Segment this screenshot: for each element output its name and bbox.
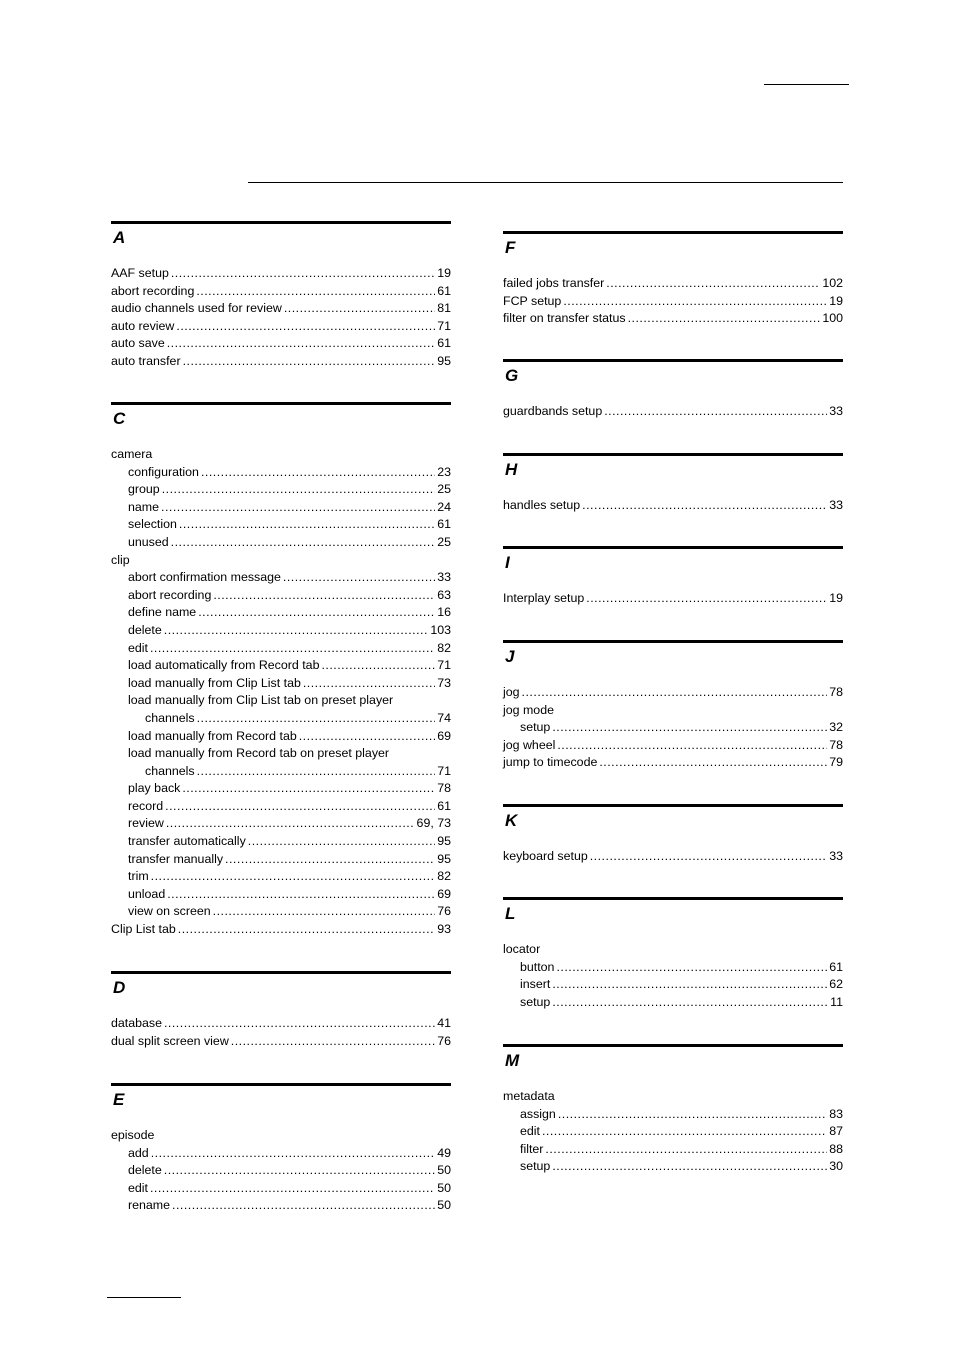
index-entry[interactable] [111,499,451,517]
index-section-a [111,221,451,371]
index-entry[interactable] [111,265,451,283]
index-entry-list [503,275,843,328]
index-entry-list [503,1088,843,1176]
page-number: 87 [829,1124,843,1139]
index-term: rename [128,1198,171,1213]
page-number: 24 [437,499,451,514]
index-term: setup [520,720,551,735]
dot-leader [606,275,820,293]
index-entry[interactable] [503,1088,843,1106]
index-entry[interactable] [111,675,451,693]
dot-leader [225,851,435,869]
page-number: 95 [437,851,451,866]
index-section-m [503,1044,843,1176]
index-entry-list [111,1127,451,1215]
index-term: failed jobs transfer [503,276,605,290]
index-term: edit [128,640,148,655]
dot-leader [586,590,827,608]
index-term: selection [128,517,177,532]
index-entry[interactable] [503,275,843,293]
index-entry[interactable] [111,552,451,570]
index-entry[interactable] [111,657,451,675]
page-number: 81 [437,301,451,316]
dot-leader [231,1033,435,1051]
dot-leader [165,798,435,816]
page-number: 50 [437,1163,451,1178]
index-entry[interactable] [111,353,451,371]
dot-leader [164,622,429,640]
index-term: clip [111,552,130,567]
page-number: 69 [437,728,451,743]
dot-leader [542,1123,827,1141]
index-term: locator [503,942,541,956]
page-number: 82 [437,640,451,655]
dot-leader [558,1106,827,1124]
index-entry[interactable] [111,728,451,746]
index-entry[interactable] [503,994,843,1012]
index-section-c [111,402,451,939]
index-entry[interactable] [111,833,451,851]
dot-leader [283,569,435,587]
page-number: 71 [437,318,451,333]
dot-leader [166,815,415,833]
dot-leader [556,959,827,977]
index-term: channels [145,710,195,725]
page-number: 33 [829,498,843,512]
dot-leader [183,353,436,371]
page-number: 23 [437,464,451,479]
index-term: auto save [111,336,165,351]
index-term: Clip List tab [111,922,176,937]
dot-leader [303,675,435,693]
index-term: name [128,499,159,514]
index-entry[interactable] [111,534,451,552]
dot-leader [213,587,435,605]
section-divider [503,640,843,643]
index-term: auto review [111,318,175,333]
dot-leader [196,283,435,301]
section-divider [503,546,843,549]
index-term: load manually from Record tab on preset player [128,746,390,761]
section-divider [111,1083,451,1086]
index-term: play back [128,781,181,796]
section-letter: J [505,647,515,666]
section-divider [111,971,451,974]
dot-leader [167,886,435,904]
index-entry[interactable] [111,763,451,781]
index-entry[interactable] [111,446,451,464]
index-term: group [128,482,160,497]
index-term: filter [520,1141,544,1156]
index-entry[interactable] [111,516,451,534]
section-letter: D [113,978,126,997]
index-term: jog mode [503,702,554,717]
index-entry[interactable] [503,293,843,311]
dot-leader [213,903,436,921]
index-term: filter on transfer status [503,311,626,326]
index-entry[interactable] [503,1158,843,1176]
index-term: define name [128,605,197,620]
page-number: 50 [437,1198,451,1213]
index-entry[interactable] [111,745,451,763]
index-term: Interplay setup [503,591,585,605]
section-divider [503,897,843,900]
page-number: 32 [829,720,843,735]
page-number: 73 [437,675,451,690]
page-number: 76 [437,1033,451,1048]
index-entry[interactable] [111,780,451,798]
index-term: camera [111,447,153,461]
section-divider [503,231,843,234]
index-entry[interactable] [111,300,451,318]
section-divider [503,1044,843,1047]
index-entry[interactable] [111,587,451,605]
page-number: 63 [437,587,451,602]
index-term: load automatically from Record tab [128,658,320,673]
index-entry[interactable] [111,335,451,353]
page-number: 71 [437,763,451,778]
index-term: unused [128,534,169,549]
dot-leader [545,1141,827,1159]
page-number: 83 [829,1106,843,1121]
dot-leader [522,684,828,702]
index-term: setup [520,994,551,1009]
index-term: load manually from Record tab [128,728,297,743]
dot-leader [552,976,827,994]
index-term: setup [520,1159,551,1174]
dot-leader [563,293,827,311]
index-section-g [503,359,843,421]
dot-leader [172,1197,435,1215]
index-entry[interactable] [503,719,843,737]
page-number: 61 [829,959,843,974]
dot-leader [179,516,435,534]
index-term: edit [520,1124,540,1139]
dot-leader [197,710,436,728]
dot-leader [178,921,435,939]
section-letter: M [505,1051,520,1070]
page-number: 100 [822,311,843,326]
page-number: 16 [437,605,451,620]
index-term: transfer automatically [128,834,246,849]
index-term: review [128,816,164,831]
index-term: episode [111,1128,155,1142]
page-number: 25 [437,534,451,549]
index-term: jog [503,685,520,699]
dot-leader [150,1180,435,1198]
index-entry[interactable] [503,848,843,866]
index-term: abort recording [128,587,212,602]
index-term: guardbands setup [503,404,603,418]
dot-leader [590,848,827,866]
dot-leader [151,868,436,886]
index-section-i [503,546,843,608]
page-number: 78 [829,737,843,752]
index-term: edit [128,1180,148,1195]
section-letter: A [113,228,126,247]
page-number: 25 [437,482,451,497]
section-divider [111,221,451,224]
page-number: 79 [829,755,843,770]
index-term: channels [145,763,195,778]
index-section-d [111,971,451,1050]
page-number: 11 [830,994,843,1009]
dot-leader [321,657,435,675]
page-number: 78 [437,781,451,796]
index-term: trim [128,869,149,884]
index-term: abort recording [111,283,195,298]
index-section-j [503,640,843,772]
index-entry[interactable] [111,815,451,833]
index-term: button [520,959,555,974]
index-term: delete [128,1163,162,1178]
page-number: 19 [829,591,843,605]
index-entry[interactable] [111,622,451,640]
dot-leader [557,737,827,755]
index-term: auto transfer [111,353,181,368]
index-entry[interactable] [503,1123,843,1141]
index-term: FCP setup [503,293,562,308]
index-term: load manually from Clip List tab on preset player [128,693,394,708]
index-term: view on screen [128,904,211,919]
page-number: 62 [829,977,843,992]
index-entry[interactable] [111,851,451,869]
page-number: 41 [437,1016,451,1030]
dot-leader [151,1145,436,1163]
index-entry[interactable] [111,692,451,710]
index-entry[interactable] [111,798,451,816]
page-number: 49 [437,1145,451,1160]
page-number: 61 [437,283,451,298]
dot-leader [176,318,435,336]
index-term: AAF setup [111,266,169,280]
page-number: 50 [437,1180,451,1195]
index-section-e [111,1083,451,1215]
page-number: 88 [829,1141,843,1156]
page-number: 69, 73 [416,816,451,831]
index-entry[interactable] [111,886,451,904]
index-entry-list [503,403,843,421]
index-term: handles setup [503,498,581,512]
section-letter: E [113,1090,125,1109]
section-letter: G [505,366,519,385]
index-entry[interactable] [111,868,451,886]
page-number: 19 [829,293,843,308]
dot-leader [161,499,435,517]
index-entry-list [503,497,843,515]
index-entry[interactable] [111,604,451,622]
page-number: 93 [437,922,451,937]
section-divider [503,804,843,807]
page-number: 76 [437,904,451,919]
index-entry[interactable] [111,921,451,939]
index-entry[interactable] [111,1033,451,1051]
dot-leader [604,403,827,421]
section-letter: H [505,460,518,479]
section-letter: L [505,904,516,923]
index-entry[interactable] [503,1141,843,1159]
index-entry[interactable] [111,569,451,587]
index-entry-list [111,446,451,939]
index-section-k [503,804,843,866]
page-number: 82 [437,869,451,884]
dot-leader [162,481,436,499]
page-number: 102 [822,276,843,290]
page-number: 61 [437,336,451,351]
index-term: add [128,1145,149,1160]
index-term: delete [128,622,162,637]
page-number: 71 [437,658,451,673]
dot-leader [182,780,435,798]
section-letter: C [113,409,126,428]
index-entry[interactable] [111,1180,451,1198]
index-term: unload [128,886,166,901]
index-entry[interactable] [503,959,843,977]
page-number: 33 [829,849,843,863]
index-entry[interactable] [503,702,843,720]
index-entry[interactable] [111,1145,451,1163]
index-entry-list [111,265,451,371]
index-entry[interactable] [111,481,451,499]
index-entry[interactable] [503,1106,843,1124]
section-divider [111,402,451,405]
dot-leader [150,640,435,658]
index-entry[interactable] [503,737,843,755]
section-letter: F [505,238,516,257]
dot-leader [628,310,821,328]
index-entry[interactable] [111,1127,451,1145]
index-entry[interactable] [111,318,451,336]
page-number: 30 [829,1159,843,1174]
page-number: 78 [829,685,843,699]
dot-leader [171,265,435,283]
dot-leader [582,497,827,515]
page-number: 61 [437,517,451,532]
index-entry-list [503,941,843,1011]
index-entry[interactable] [111,283,451,301]
dot-leader [552,994,828,1012]
index-entry[interactable] [111,903,451,921]
page-number: 69 [437,886,451,901]
section-divider [503,453,843,456]
index-entry[interactable] [111,464,451,482]
dot-leader [201,464,435,482]
index-entry[interactable] [111,710,451,728]
index-term: jump to timecode [503,755,598,770]
dot-leader [284,300,435,318]
index-entry-list [503,590,843,608]
index-entry[interactable] [503,310,843,328]
dot-leader [552,719,827,737]
dot-leader [167,335,435,353]
section-divider [503,359,843,362]
dot-leader [164,1162,435,1180]
index-section-h [503,453,843,515]
index-entry[interactable] [503,590,843,608]
page-number: 61 [437,798,451,813]
index-entry[interactable] [503,941,843,959]
index-term: load manually from Clip List tab [128,675,301,690]
index-term: database [111,1016,162,1030]
index-term: configuration [128,464,199,479]
index-column-right [503,0,843,1350]
index-entry[interactable] [111,1015,451,1033]
page-number: 19 [437,266,451,280]
index-entry-list [503,848,843,866]
index-entry-list [111,1015,451,1050]
dot-leader [552,1158,827,1176]
index-term: keyboard setup [503,849,588,863]
index-term: abort confirmation message [128,570,281,585]
index-term: dual split screen view [111,1033,229,1048]
index-entry[interactable] [503,976,843,994]
page-number: 95 [437,834,451,849]
page-number: 103 [430,622,451,637]
index-entry[interactable] [503,497,843,515]
index-column-left [111,0,451,1350]
dot-leader [198,604,435,622]
index-entry[interactable] [503,403,843,421]
index-term: transfer manually [128,851,224,866]
index-term: metadata [503,1089,555,1103]
index-entry[interactable] [111,640,451,658]
section-letter: I [505,553,510,572]
index-term: insert [520,977,551,992]
dot-leader [171,534,436,552]
page-number: 33 [437,570,451,585]
index-entry[interactable] [111,1162,451,1180]
page-number: 95 [437,353,451,368]
index-term: jog wheel [503,737,556,752]
index-term: record [128,798,164,813]
index-term: audio channels used for review [111,301,282,316]
dot-leader [299,728,435,746]
index-entry[interactable] [111,1197,451,1215]
dot-leader [248,833,435,851]
index-entry[interactable] [503,754,843,772]
index-entry[interactable] [503,684,843,702]
dot-leader [599,754,827,772]
dot-leader [197,763,436,781]
dot-leader [164,1015,435,1033]
section-letter: K [505,811,518,830]
index-entry-list [503,684,843,772]
page-number: 74 [437,710,451,725]
page-number: 33 [829,404,843,418]
index-term: assign [520,1106,556,1121]
index-section-f [503,231,843,328]
index-section-l [503,897,843,1011]
